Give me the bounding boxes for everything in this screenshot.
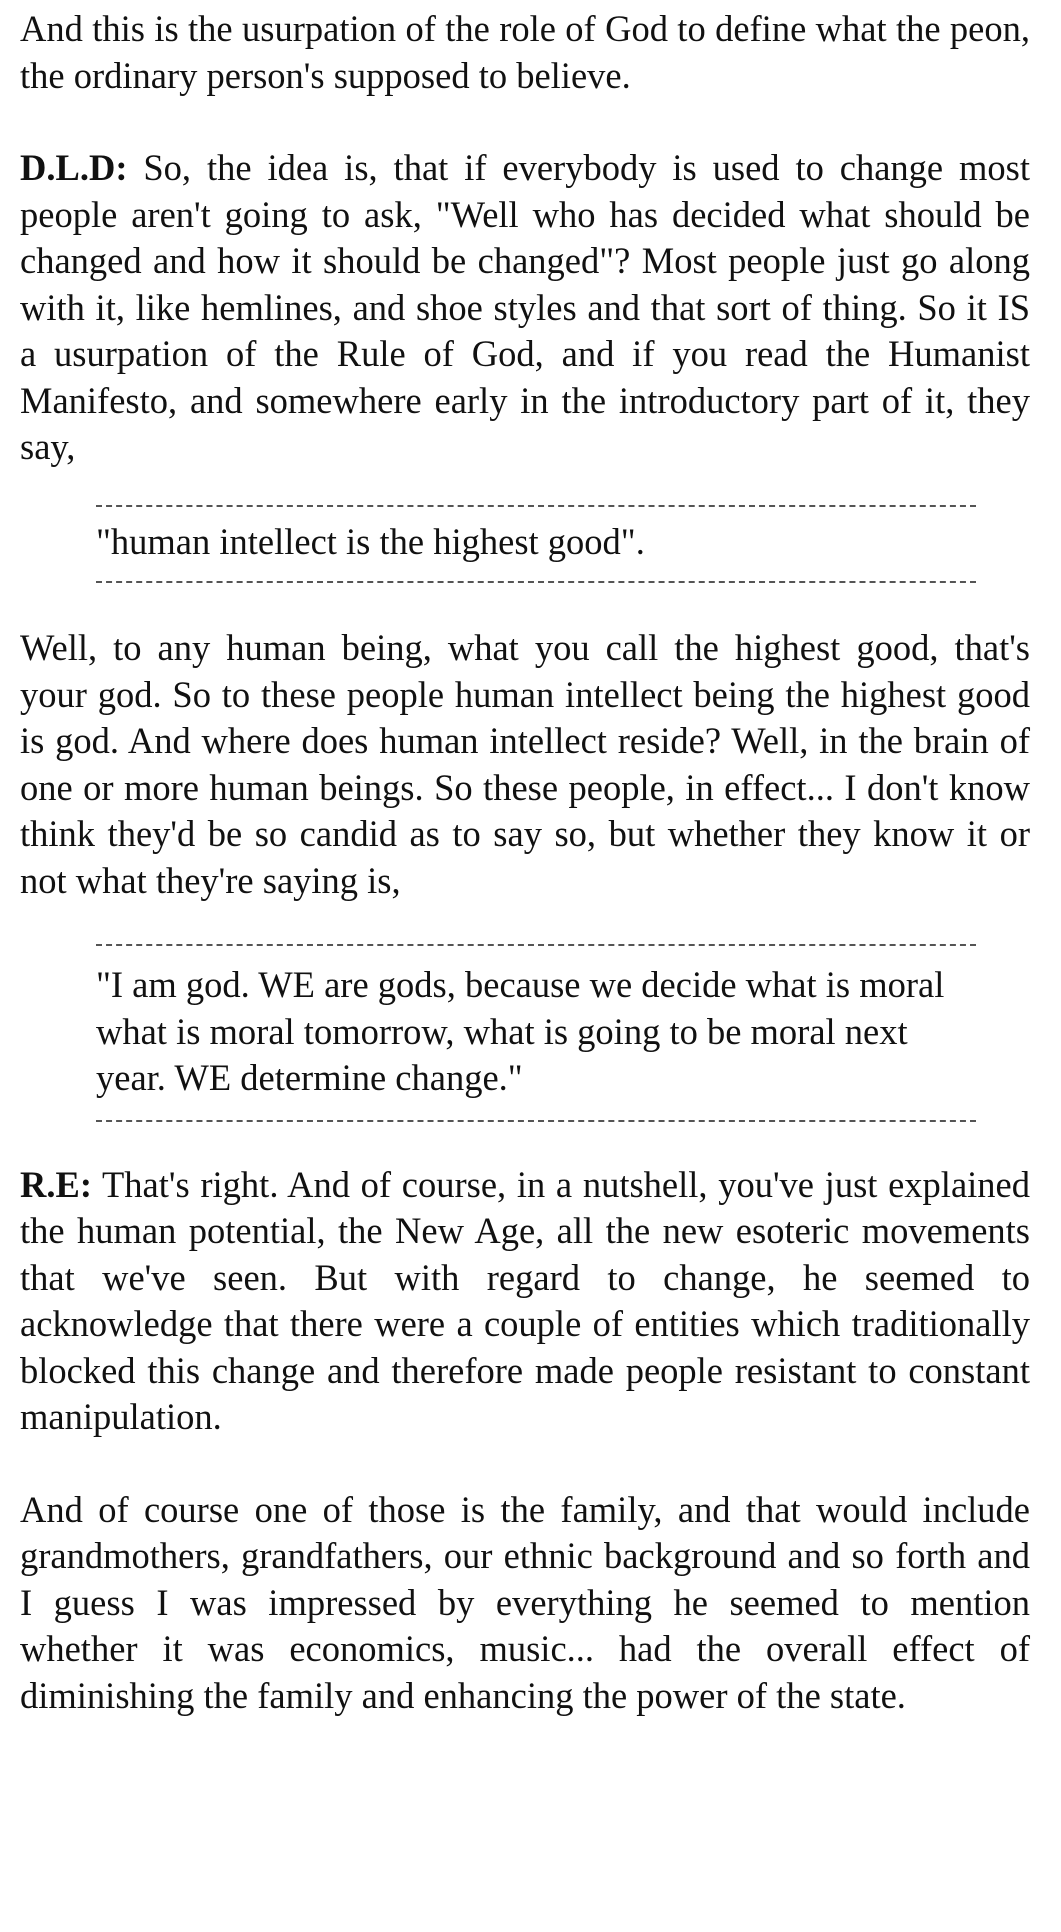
paragraph-dld <box>20 145 1030 471</box>
speaker-label-dld: D.L.D: <box>20 147 128 188</box>
speaker-label-re: R.E: <box>20 1163 92 1205</box>
paragraph-gap <box>20 1122 1030 1162</box>
quote-block-2 <box>96 944 976 1122</box>
paragraph-dld-text: So, the idea is, that if everybody is used to change most people aren't going to ask, "Well who has decided what should be changed and how it should be changed"? Most people just go along with it, like hemlines, and shoe styles and that sort of thing. So it IS a usurpation of the Rule of God, and if you read the Humanist Manifesto, and somewhere early in the introductory part of it, they say, <box>20 147 1030 467</box>
paragraph-family: And of course one of those is the family, and that would include grandmothers, grandfathers, our ethnic background and so forth and I guess I was impressed by everything he seemed to mention whether it was economics, music... had the overall effect of diminishing the family and enhancing the power of the state. <box>20 1488 1030 1716</box>
quote-rule-top <box>96 505 976 507</box>
paragraph-intro: And this is the usurpation of the role of God to define what the peon, the ordinary person's supposed to believe. <box>20 8 1030 96</box>
quote-block-1 <box>96 505 976 584</box>
quote-text-2: "I am god. WE are gods, because we decide what is moral what is moral tomorrow, what is going to be moral next year. WE determine change." <box>96 964 945 1098</box>
paragraph-re-text: That's right. And of course, in a nutshell, you've just explained the human potential, the New Age, all the new esoteric movements that we've seen. But with regard to change, he seemed to acknowledge that there were a couple of entities which traditionally blocked this change and therefore made people resistant to constant manipulation. <box>20 1163 1030 1437</box>
quote-text-1: "human intellect is the highest good". <box>96 520 645 562</box>
paragraph-gap <box>20 1441 1030 1487</box>
document-page <box>20 6 1030 1719</box>
quote-rule-top <box>96 944 976 946</box>
paragraph-gap <box>20 583 1030 625</box>
paragraph-re <box>20 1162 1030 1441</box>
paragraph-highest-good: Well, to any human being, what you call the highest good, that's your god. So to these people human intellect being the highest good is god. And where does human intellect reside? Well, in the brain of one or more human beings. So these people, in effect... I don't know think they'd be so candid as to say so, but whether they know it or not what they're saying is, <box>20 627 1030 901</box>
paragraph-gap <box>20 99 1030 145</box>
